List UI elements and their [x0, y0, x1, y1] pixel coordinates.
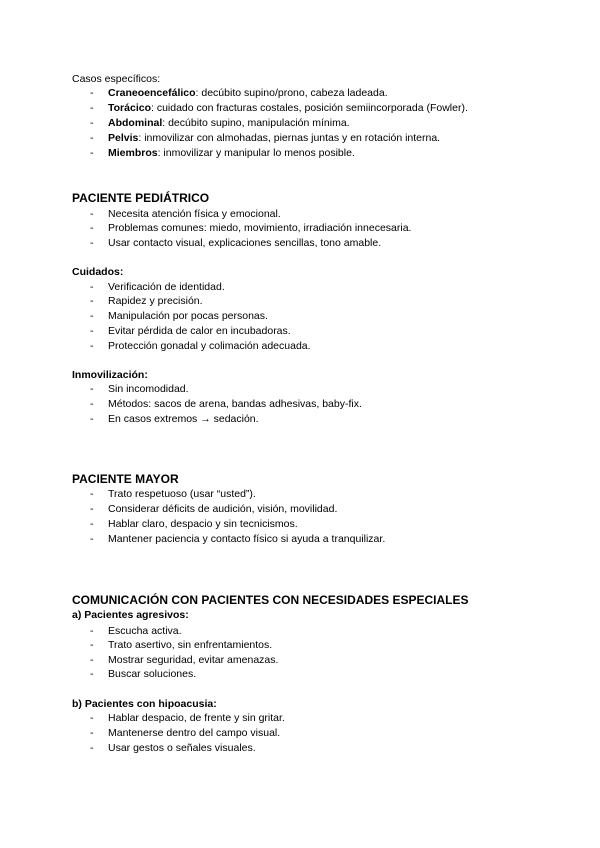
list-item: Usar contacto visual, explicaciones sencillas, tono amable. [108, 237, 382, 249]
list-item: Considerar déficits de audición, visión, movilidad. [108, 503, 338, 515]
caso-text: : decúbito supino, manipulación mínima. [162, 117, 350, 129]
subsection-heading: Cuidados: [72, 266, 124, 278]
list-item: Protección gonadal y colimación adecuada. [108, 340, 311, 352]
list-item: Hablar despacio, de frente y sin gritar. [108, 712, 285, 724]
caso-text: : inmovilizar con almohadas, piernas juntas y en rotación interna. [138, 132, 441, 144]
caso-text: : cuidado con fracturas costales, posición semiincorporada (Fowler). [150, 102, 468, 114]
subsection-heading: Inmovilización: [72, 369, 148, 381]
bullet-dash: - [90, 281, 94, 293]
list-item: Escucha activa. [108, 625, 182, 637]
bullet-dash: - [90, 295, 94, 307]
bullet-dash: - [90, 668, 94, 680]
bullet-dash: - [90, 310, 94, 322]
list-item: En casos extremos → sedación. [108, 413, 259, 425]
bullet-dash: - [90, 488, 94, 500]
bullet-dash: - [90, 503, 94, 515]
list-item: Evitar pérdida de calor en incubadoras. [108, 325, 291, 337]
bullet-dash: - [90, 208, 94, 220]
list-item: Necesita atención física y emocional. [108, 208, 281, 220]
list-item: Trato asertivo, sin enfrentamientos. [108, 639, 273, 651]
bullet-dash: - [90, 87, 94, 99]
bullet-dash: - [90, 340, 94, 352]
list-item: Sin incomodidad. [108, 383, 189, 395]
bullet-dash: - [90, 222, 94, 234]
bullet-dash: - [90, 413, 94, 425]
bullet-dash: - [90, 398, 94, 410]
intro-text: Casos específicos: [72, 73, 161, 85]
caso-label: Craneoencefálico [108, 87, 196, 99]
bullet-dash: - [90, 639, 94, 651]
bullet-dash: - [90, 102, 94, 114]
section-heading: COMUNICACIÓN CON PACIENTES CON NECESIDADES ESPECIALES [72, 593, 469, 607]
list-item: Verificación de identidad. [108, 281, 225, 293]
bullet-dash: - [90, 654, 94, 666]
caso-label: Pelvis [108, 132, 139, 144]
list-item: Problemas comunes: miedo, movimiento, irradiación innecesaria. [108, 222, 412, 234]
section-heading: PACIENTE MAYOR [72, 472, 179, 486]
bullet-dash: - [90, 237, 94, 249]
caso-label: Miembros [108, 147, 158, 159]
list-item: Mantenerse dentro del campo visual. [108, 727, 281, 739]
caso-label: Torácico [108, 102, 151, 114]
caso-label: Abdominal [108, 117, 163, 129]
list-item: Trato respetuoso (usar “usted”). [108, 488, 256, 500]
bullet-dash: - [90, 727, 94, 739]
list-item: Manipulación por pocas personas. [108, 310, 268, 322]
bullet-dash: - [90, 518, 94, 530]
bullet-dash: - [90, 117, 94, 129]
bullet-dash: - [90, 742, 94, 754]
section-heading: PACIENTE PEDIÁTRICO [72, 191, 210, 205]
list-item: Usar gestos o señales visuales. [108, 742, 256, 754]
list-item: Buscar soluciones. [108, 668, 197, 680]
list-item: Rapidez y precisión. [108, 295, 203, 307]
bullet-dash: - [90, 533, 94, 545]
bullet-dash: - [90, 625, 94, 637]
bullet-dash: - [90, 132, 94, 144]
caso-text: : inmovilizar y manipular lo menos posible. [157, 147, 355, 159]
list-item: Mostrar seguridad, evitar amenazas. [108, 654, 279, 666]
list-item: Hablar claro, despacio y sin tecnicismos. [108, 518, 298, 530]
bullet-dash: - [90, 383, 94, 395]
bullet-dash: - [90, 147, 94, 159]
list-item: Métodos: sacos de arena, bandas adhesivas, baby-fix. [108, 398, 362, 410]
bullet-dash: - [90, 325, 94, 337]
subsection-heading: a) Pacientes agresivos: [72, 609, 189, 621]
list-item: Mantener paciencia y contacto físico si ayuda a tranquilizar. [108, 533, 386, 545]
caso-text: : decúbito supino/prono, cabeza ladeada. [195, 87, 388, 99]
bullet-dash: - [90, 712, 94, 724]
subsection-heading: b) Pacientes con hipoacusia: [72, 698, 217, 710]
